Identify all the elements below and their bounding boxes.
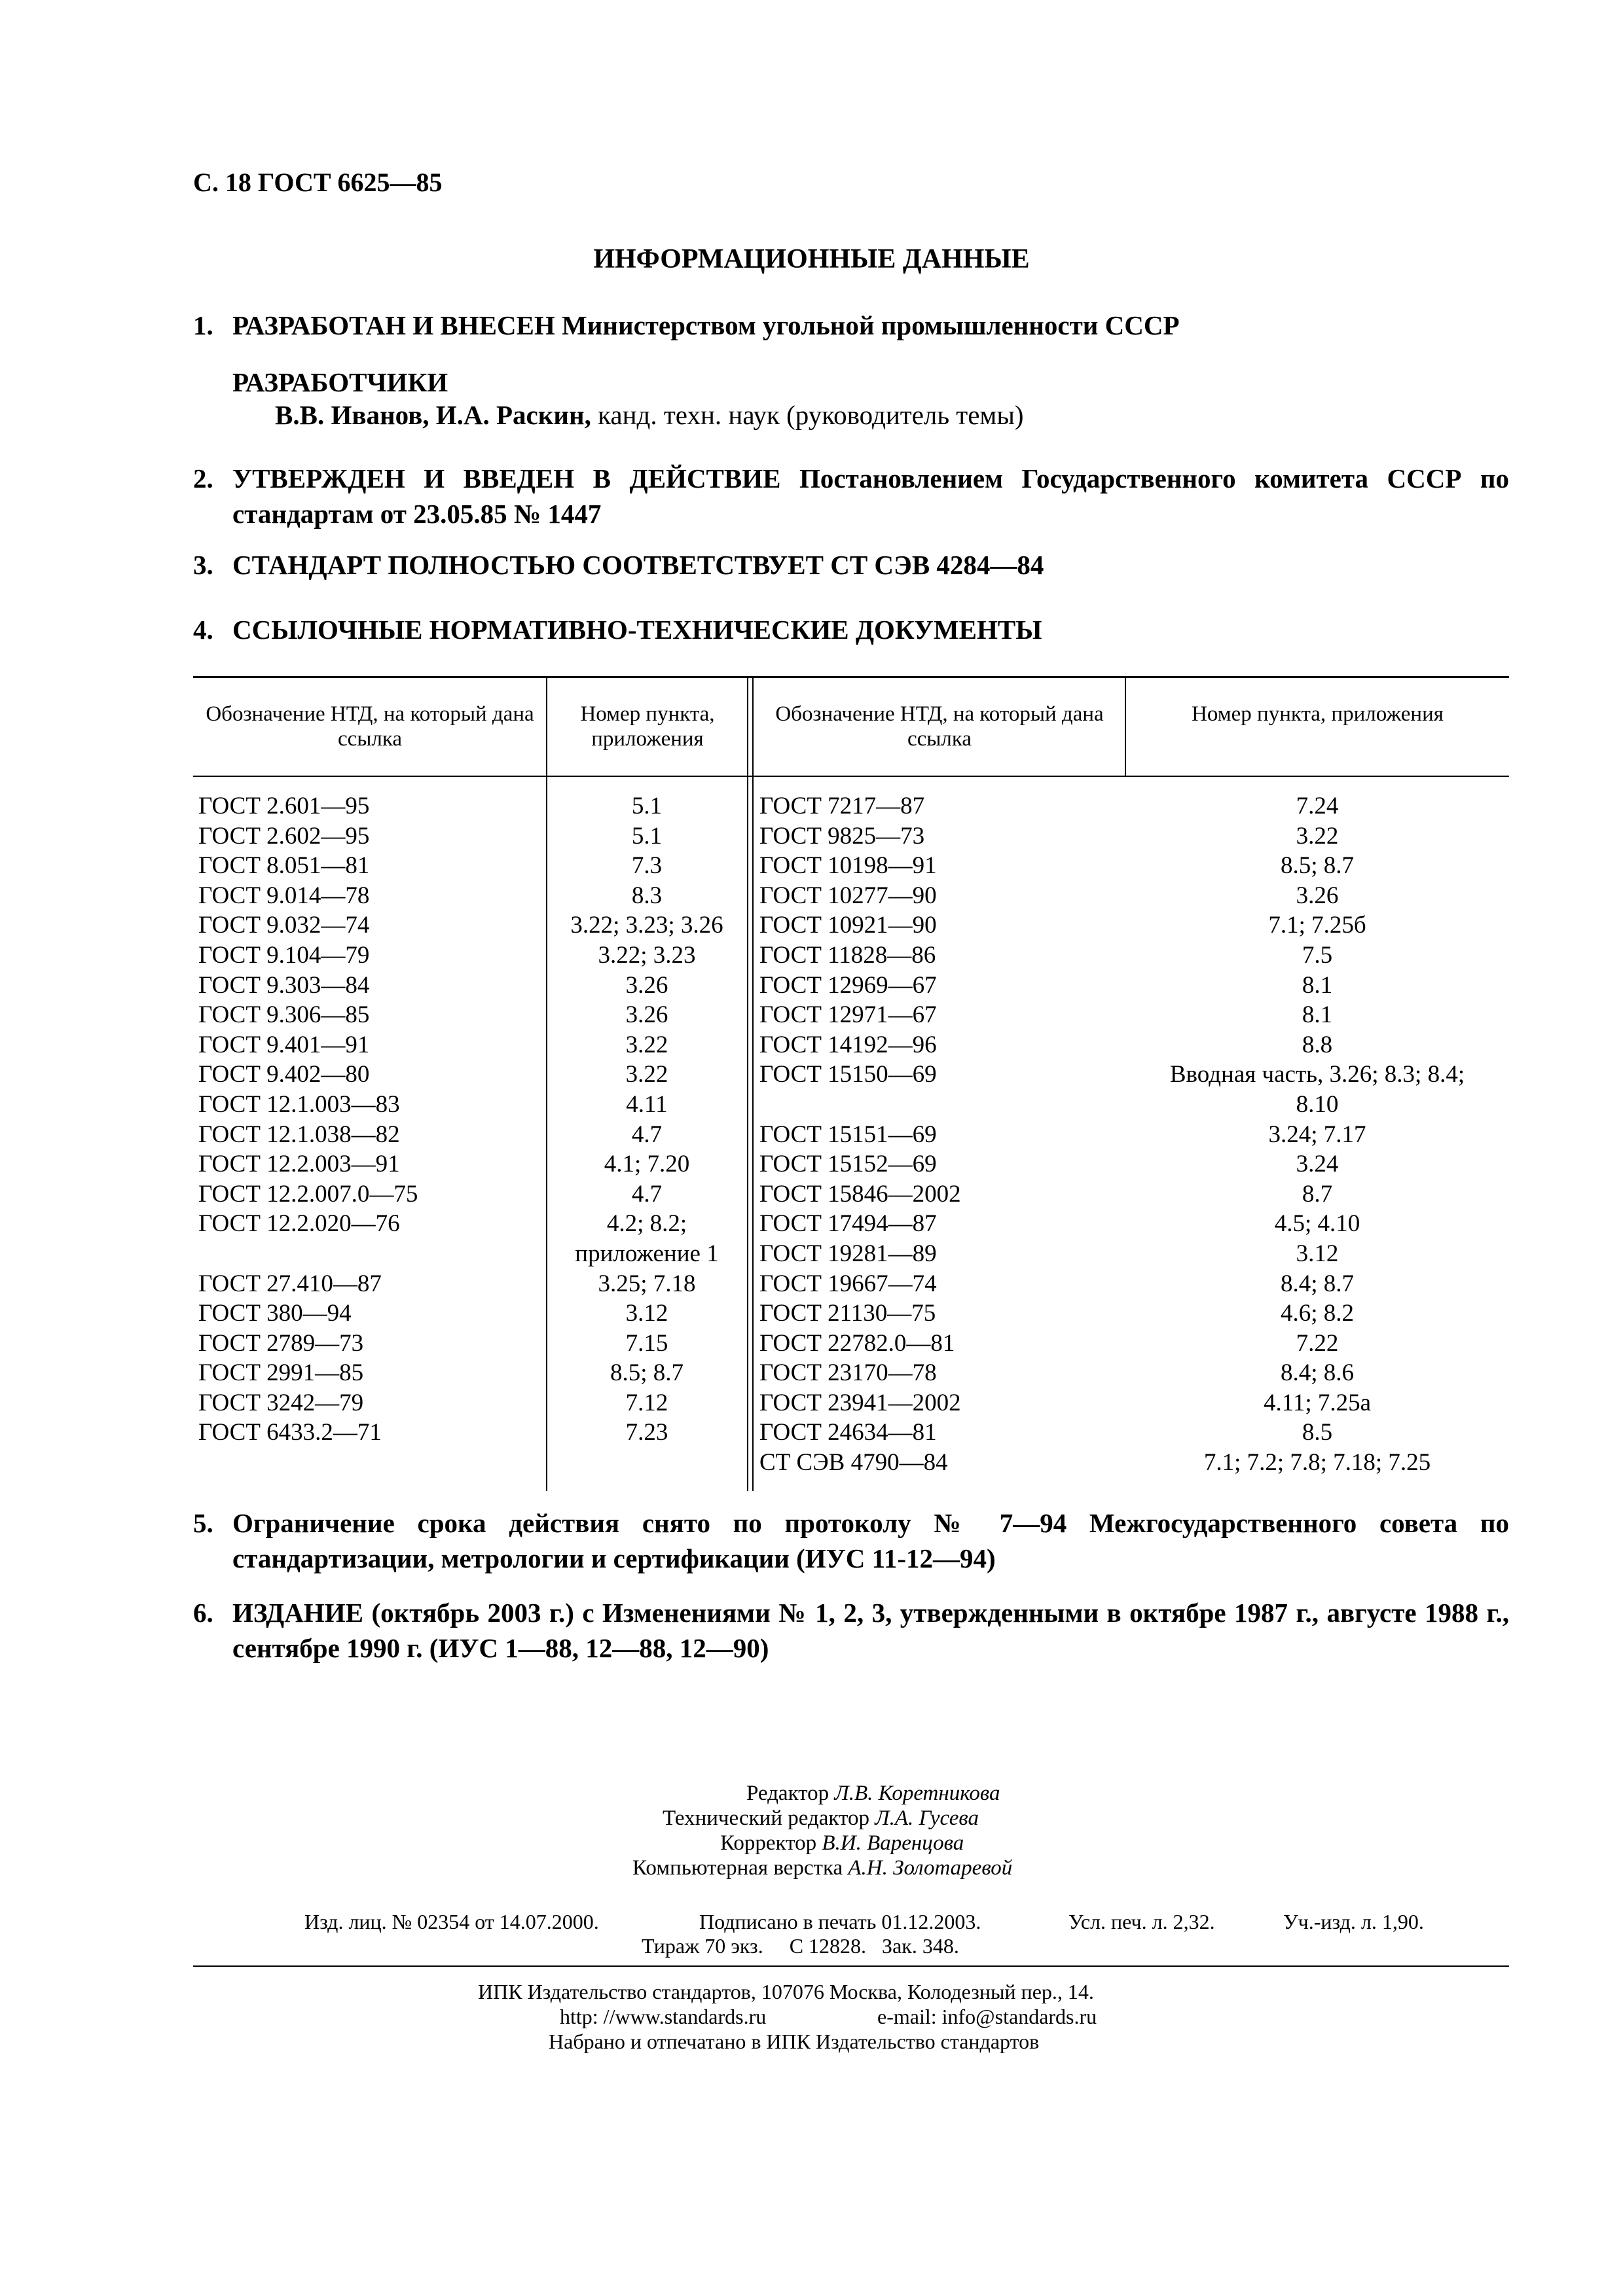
pub-print-run: Тираж 70 экз. С 12828. Зак. 348. (642, 1934, 959, 1958)
table-cell-ref: 3.22 (625, 1061, 668, 1088)
table-cell-ref: Вводная часть, 3.26; 8.3; 8.4; (1169, 1061, 1465, 1088)
footer-publisher: ИПК Издательство стандартов, 107076 Москва, Колодезный пер., 14. (478, 1980, 1094, 2003)
credit-label: Корректор (720, 1831, 822, 1855)
item-text: ИЗДАНИЕ (октябрь 2003 г.) с Изменениями № 1, 2, 3, утвержденными в октябре 1987 г., августе 1988 г., сентябре 1990 г. (ИУС 1—88, 12—88, 12—90) (232, 1598, 1509, 1663)
item-text: РАЗРАБОТАН И ВНЕСЕН Министерством угольной промышленности СССР (232, 310, 1180, 340)
item-number: 3. (193, 550, 213, 580)
item-4 (193, 612, 1509, 647)
table-cell-ref: 7.23 (625, 1419, 668, 1446)
credit-corrector (720, 1831, 964, 1856)
table-cell-doc: ГОСТ 15846—2002 (759, 1180, 961, 1208)
table-cell-doc: ГОСТ 10198—91 (759, 852, 937, 880)
table-cell-ref: 7.24 (1296, 793, 1339, 819)
section-title: ИНФОРМАЦИОННЫЕ ДАННЫЕ (593, 244, 1030, 274)
table-col-right-docs (759, 791, 961, 1478)
table-cell-ref: 7.3 (631, 852, 663, 880)
table-cell-ref: 7.5 (1302, 941, 1333, 969)
table-cell-ref: 4.11; 7.25а (1263, 1389, 1372, 1416)
table-cell-ref: 4.5; 4.10 (1274, 1210, 1360, 1238)
table-header-col4: Номер пункта, приложения (1192, 702, 1444, 726)
table-cell-doc: ГОСТ 19281—89 (759, 1240, 937, 1267)
item-1 (193, 308, 1509, 343)
table-cell-doc: ГОСТ 24634—81 (759, 1419, 937, 1446)
item-text: УТВЕРЖДЕН И ВВЕДЕН В ДЕЙСТВИЕ Постановлением Государственного комитета СССР по стандартам от 23.05.85 № 1447 (232, 463, 1509, 529)
table-header-col1: Обозначение НТД, на который дана ссылка (206, 702, 534, 751)
table-col-right-refs (1127, 791, 1507, 1478)
table-cell-ref: 3.26 (625, 1001, 668, 1029)
table-divider (752, 676, 754, 1491)
table-cell-doc (198, 1448, 418, 1478)
table-col-left-docs (198, 791, 418, 1478)
table-cell-ref: 7.15 (625, 1329, 668, 1357)
table-cell-doc: ГОСТ 12971—67 (759, 1001, 937, 1029)
table-cell-doc: ГОСТ 2991—85 (198, 1359, 364, 1387)
credit-label: Технический редактор (663, 1806, 875, 1830)
table-cell-doc: ГОСТ 2789—73 (198, 1329, 364, 1357)
table-cell-doc: ГОСТ 15150—69 (759, 1061, 937, 1088)
table-cell-ref: приложение 1 (575, 1240, 719, 1267)
credit-name: А.Н. Золотаревой (848, 1856, 1013, 1880)
table-cell-doc: ГОСТ 9.401—91 (198, 1031, 370, 1058)
table-cell-ref: 4.7 (631, 1121, 663, 1148)
table-cell-doc: ГОСТ 17494—87 (759, 1210, 937, 1238)
table-cell-doc: ГОСТ 15151—69 (759, 1121, 937, 1148)
table-cell-ref: 4.6; 8.2 (1280, 1300, 1355, 1327)
table-cell-ref: 7.1; 7.2; 7.8; 7.18; 7.25 (1203, 1449, 1431, 1477)
table-header-col3: Обозначение НТД, на который дана ссылка (775, 702, 1104, 751)
table-header-rule (193, 776, 1509, 777)
table-cell-doc: ГОСТ 9.402—80 (198, 1061, 370, 1088)
table-cell-doc: ГОСТ 23170—78 (759, 1359, 937, 1387)
table-cell-doc: ГОСТ 380—94 (198, 1300, 352, 1327)
table-cell-doc: ГОСТ 15152—69 (759, 1151, 937, 1178)
item-5 (193, 1505, 1509, 1576)
table-cell-ref: 3.22; 3.23; 3.26 (570, 912, 723, 939)
item-number: 2. (193, 463, 213, 493)
item-number: 6. (193, 1598, 213, 1628)
table-cell-doc: ГОСТ 12.2.007.0—75 (198, 1180, 418, 1208)
table-cell-ref: 4.7 (631, 1180, 663, 1208)
table-cell-ref: 7.22 (1296, 1329, 1339, 1357)
table-cell-ref: 4.2; 8.2; (606, 1210, 687, 1238)
table-cell-doc: ГОСТ 12.1.003—83 (198, 1090, 400, 1118)
developers-names (275, 399, 1024, 431)
table-cell-ref: 8.7 (1302, 1180, 1333, 1208)
credit-tech-editor (663, 1806, 979, 1831)
table-cell-ref: 3.25; 7.18 (598, 1270, 696, 1297)
table-cell-ref: 8.4; 8.7 (1280, 1270, 1355, 1297)
table-cell-doc: ГОСТ 9.104—79 (198, 941, 370, 969)
table-cell-doc: ГОСТ 9.014—78 (198, 882, 370, 909)
table-cell-doc: ГОСТ 2.601—95 (198, 793, 370, 819)
table-cell-ref: 8.5; 8.7 (1280, 852, 1355, 880)
page-header: С. 18 ГОСТ 6625—85 (193, 168, 443, 197)
table-col-left-refs (549, 791, 745, 1478)
table-cell-ref: 8.4; 8.6 (1280, 1359, 1355, 1387)
item-number: 5. (193, 1508, 213, 1538)
table-cell-doc: ГОСТ 9825—73 (759, 822, 925, 850)
pub-uch: Уч.-изд. л. 1,90. (1283, 1910, 1424, 1933)
table-cell-doc: ГОСТ 3242—79 (198, 1389, 364, 1416)
table-cell-doc: ГОСТ 14192—96 (759, 1031, 937, 1058)
table-cell-ref: 4.11 (626, 1090, 668, 1118)
table-cell-ref: 7.12 (625, 1389, 668, 1416)
table-cell-doc (198, 1239, 418, 1269)
table-cell-ref: 8.3 (631, 882, 663, 909)
table-cell-doc: ГОСТ 12969—67 (759, 971, 937, 999)
table-cell-doc: ГОСТ 21130—75 (759, 1300, 936, 1327)
pub-license: Изд. лиц. № 02354 от 14.07.2000. (304, 1910, 599, 1933)
item-6 (193, 1595, 1509, 1666)
table-cell-doc: ГОСТ 2.602—95 (198, 822, 370, 850)
table-cell-doc: ГОСТ 12.2.020—76 (198, 1210, 400, 1238)
developers-role: канд. техн. наук (руководитель темы) (591, 400, 1024, 430)
table-cell-doc: ГОСТ 9.032—74 (198, 912, 370, 939)
table-cell-ref: 3.22; 3.23 (598, 941, 696, 969)
credit-editor (746, 1782, 1000, 1806)
table-cell-ref: 8.5 (1302, 1419, 1333, 1446)
developers-names-bold: В.В. Иванов, И.А. Раскин, (275, 400, 591, 430)
credit-label: Компьютерная верстка (632, 1856, 848, 1880)
item-text: Ограничение срока действия снято по протоколу № 7—94 Межгосударственного совета по стандартизации, метрологии и сертификации (ИУС 11-12—94) (232, 1508, 1509, 1573)
footer-url: http: //www.standards.ru (560, 2005, 767, 2028)
table-cell-ref: 3.26 (625, 971, 668, 999)
table-cell-ref: 3.24 (1296, 1151, 1339, 1178)
credit-name: Л.В. Коретникова (834, 1782, 1000, 1805)
footer-email: e-mail: info@standards.ru (877, 2005, 1097, 2028)
item-number: 4. (193, 615, 213, 645)
footer-printed: Набрано и отпечатано в ИПК Издательство стандартов (549, 2030, 1040, 2053)
item-3 (193, 547, 1509, 583)
table-cell-doc: ГОСТ 11828—86 (759, 941, 936, 969)
credit-name: В.И. Варенцова (822, 1831, 964, 1855)
table-cell-doc: ГОСТ 6433.2—71 (198, 1419, 382, 1446)
table-divider (1125, 676, 1126, 776)
table-cell-doc: ГОСТ 27.410—87 (198, 1270, 382, 1297)
table-divider (747, 676, 748, 1491)
footer-rule (193, 1965, 1509, 1967)
item-text: СТАНДАРТ ПОЛНОСТЬЮ СООТВЕТСТВУЕТ СТ СЭВ 4284—84 (232, 550, 1044, 580)
table-cell-ref: 4.1; 7.20 (604, 1151, 690, 1178)
table-cell-doc: ГОСТ 7217—87 (759, 793, 925, 819)
table-cell-doc: ГОСТ 9.303—84 (198, 971, 370, 999)
table-cell-doc: ГОСТ 12.2.003—91 (198, 1151, 400, 1178)
table-cell-doc: ГОСТ 22782.0—81 (759, 1329, 955, 1357)
table-cell-ref: 3.12 (1296, 1240, 1339, 1267)
pub-signed: Подписано в печать 01.12.2003. (699, 1910, 981, 1933)
table-divider (546, 676, 547, 1491)
table-cell-ref: 5.1 (631, 822, 663, 850)
table-cell-doc (759, 1090, 961, 1120)
table-cell-ref: 3.12 (625, 1300, 668, 1327)
table-cell-ref: 3.26 (1296, 882, 1339, 909)
table-cell-ref: 8.10 (1296, 1090, 1339, 1118)
table-cell-doc: ГОСТ 10277—90 (759, 882, 937, 909)
item-2 (193, 461, 1509, 531)
table-cell-doc: ГОСТ 23941—2002 (759, 1389, 961, 1416)
table-cell-doc: ГОСТ 19667—74 (759, 1270, 937, 1297)
table-header-col2: Номер пункта, приложения (580, 702, 715, 751)
table-cell-ref: 3.24; 7.17 (1268, 1121, 1366, 1148)
table-cell-ref (549, 1448, 745, 1478)
table-cell-ref: 5.1 (631, 793, 663, 819)
table-cell-doc: ГОСТ 10921—90 (759, 912, 937, 939)
credit-name: Л.А. Гусева (875, 1806, 979, 1830)
table-cell-ref: 8.5; 8.7 (610, 1359, 684, 1387)
item-text: ССЫЛОЧНЫЕ НОРМАТИВНО-ТЕХНИЧЕСКИЕ ДОКУМЕНТЫ (232, 615, 1042, 645)
table-cell-ref: 8.1 (1302, 971, 1333, 999)
table-cell-doc: СТ СЭВ 4790—84 (759, 1449, 948, 1477)
credit-layout (632, 1856, 1012, 1880)
pub-usl: Усл. печ. л. 2,32. (1068, 1910, 1215, 1933)
table-cell-doc: ГОСТ 12.1.038—82 (198, 1121, 400, 1148)
table-cell-ref: 3.22 (625, 1031, 668, 1058)
table-cell-doc: ГОСТ 9.306—85 (198, 1001, 370, 1029)
item-number: 1. (193, 310, 213, 340)
table-cell-ref: 7.1; 7.25б (1268, 912, 1366, 939)
table-top-rule (193, 676, 1509, 678)
table-cell-ref: 3.22 (1296, 822, 1339, 850)
credit-label: Редактор (746, 1782, 835, 1805)
table-cell-ref: 8.8 (1302, 1031, 1333, 1058)
table-cell-ref: 8.1 (1302, 1001, 1333, 1029)
developers-heading: РАЗРАБОТЧИКИ (232, 367, 448, 397)
table-cell-doc: ГОСТ 8.051—81 (198, 852, 370, 880)
